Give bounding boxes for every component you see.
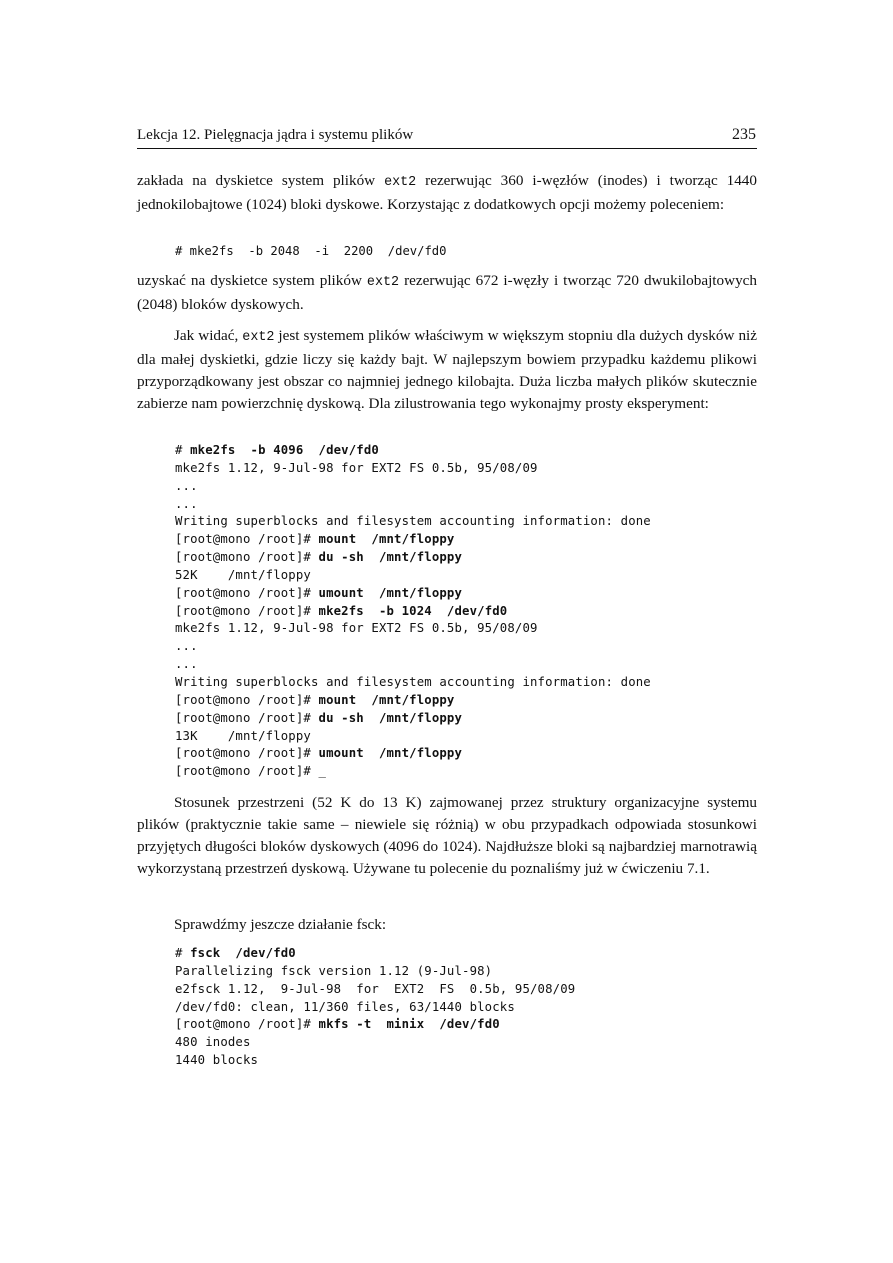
code-output: ... (175, 639, 198, 654)
text: : (381, 916, 387, 933)
text: jest systemem plików właściwym w większym stopniu dla dużych dysków niż dla małej dyskietki, gdzie liczy się każdy bajt. W najlepszym bowiem przypadku każdemu plikowi przyporządkowany jest obszar co najmniej jednego kilobajta. Duża liczba małych plików skutecznie zabierze nam powierzchnię dyskową. Dla zilustrowania tego wykonajmy prosty eksperyment: (137, 327, 757, 412)
code-output: [root@mono /root]# (175, 746, 319, 761)
code-line (175, 603, 651, 621)
inline-code: ext2 (242, 330, 275, 345)
code-line (175, 710, 651, 728)
code-output: 1440 blocks (175, 1053, 259, 1068)
code-line (175, 745, 651, 763)
code-output: [root@mono /root]# (175, 550, 319, 565)
code-line (175, 945, 575, 963)
paragraph-1 (137, 170, 757, 216)
code-command: mkfs -t minix /dev/fd0 (318, 1017, 500, 1032)
code-line (175, 585, 651, 603)
code-command: du -sh /mnt/floppy (318, 710, 463, 725)
code-command: mount /mnt/floppy (318, 532, 455, 547)
paragraph-3 (137, 325, 757, 415)
text: rezerwując 360 i-węzłów (inodes) i tworząc 1440 jednokilobajtowe (1024) bloki dyskowe. Korzystając z dodatkowych opcji możemy poleceniem: (137, 172, 757, 213)
code-command: mke2fs -b 4096 /dev/fd0 (190, 443, 379, 457)
code-line (175, 763, 651, 781)
paragraph-4 (137, 792, 757, 880)
command-text: # mke2fs -b 2048 -i 2200 /dev/fd0 (175, 244, 447, 258)
code-output: /dev/fd0: clean, 11/360 files, 63/1440 blocks (175, 999, 515, 1014)
terminal-session-1 (175, 442, 651, 781)
code-command: umount /mnt/floppy (318, 585, 463, 600)
code-output: ... (175, 657, 198, 672)
code-line (175, 531, 651, 549)
code-command: umount /mnt/floppy (318, 746, 463, 761)
code-line (175, 549, 651, 567)
code-output: [root@mono /root]# _ (175, 764, 327, 779)
code-line (175, 567, 651, 585)
code-output: [root@mono /root]# (175, 585, 319, 600)
code-line (175, 674, 651, 692)
code-line (175, 963, 575, 981)
code-output: Writing superblocks and filesystem accounting information: done (175, 674, 651, 689)
code-command: du -sh /mnt/floppy (318, 550, 463, 565)
code-output: [root@mono /root]# (175, 603, 319, 618)
code-command: fsck /dev/fd0 (190, 946, 296, 960)
code-output: # (175, 946, 191, 960)
code-command: mount /mnt/floppy (318, 692, 455, 707)
code-line (175, 638, 651, 656)
code-output: Writing superblocks and filesystem accounting information: done (175, 514, 651, 529)
code-line (175, 981, 575, 999)
code-output: [root@mono /root]# (175, 532, 319, 547)
code-output: Parallelizing fsck version 1.12 (9-Jul-98) (175, 963, 493, 978)
paragraph-2 (137, 270, 757, 316)
inline-command: fsck (356, 916, 382, 933)
text: rezerwując 672 i-węzły i tworząc 720 dwukilobajtowych (2048) bloków dyskowych. (137, 272, 758, 313)
code-output: [root@mono /root]# (175, 710, 319, 725)
code-output: [root@mono /root]# (175, 692, 319, 707)
code-line (175, 692, 651, 710)
code-line (175, 460, 651, 478)
code-output: 52K /mnt/floppy (175, 567, 311, 582)
code-line (175, 478, 651, 496)
code-line (175, 620, 651, 638)
text: Stosunek przestrzeni (52 K do 13 K) zajmowanej przez struktury organizacyjne systemu plików (praktycznie takie same – niewiele się różnią) w obu przypadkach odpowiada stosunkowi przyjętych długości bloków dyskowych (4096 do 1024). Najdłuższe bloki są najbardziej marnotrawią wykorzystaną przestrzeń dyskową. Używane tu polecenie (137, 794, 757, 877)
inline-code: ext2 (384, 175, 417, 190)
inline-command: du (491, 860, 507, 877)
paragraph-5 (137, 914, 757, 936)
command-line (175, 243, 447, 261)
text: Sprawdźmy jeszcze działanie (174, 916, 357, 933)
text: poznaliśmy już w ćwiczeniu 7.1. (506, 860, 710, 877)
code-output: e2fsck 1.12, 9-Jul-98 for EXT2 FS 0.5b, 95/08/09 (175, 981, 576, 996)
code-output: mke2fs 1.12, 9-Jul-98 for EXT2 FS 0.5b, 95/08/09 (175, 460, 538, 475)
code-output: ... (175, 496, 198, 511)
code-command: mke2fs -b 1024 /dev/fd0 (318, 603, 508, 618)
code-line (175, 496, 651, 514)
code-line (175, 1034, 575, 1052)
header-rule (137, 148, 757, 149)
page-number: 235 (732, 126, 756, 143)
code-line (175, 656, 651, 674)
inline-code: ext2 (366, 275, 400, 290)
terminal-session-2 (175, 945, 575, 1070)
code-line (175, 1052, 575, 1070)
text: zakłada na dyskietce system plików (137, 172, 385, 189)
code-line (175, 513, 651, 531)
code-output: mke2fs 1.12, 9-Jul-98 for EXT2 FS 0.5b, 95/08/09 (175, 621, 538, 636)
code-line (175, 1016, 575, 1034)
code-output: 13K /mnt/floppy (175, 728, 311, 743)
code-line (175, 999, 575, 1017)
code-line (175, 442, 651, 460)
code-output: [root@mono /root]# (175, 1017, 319, 1032)
text: uzyskać na dyskietce system plików (137, 272, 367, 289)
code-output: 480 inodes (175, 1035, 251, 1050)
code-output: ... (175, 478, 198, 493)
text: Jak widać, (174, 327, 243, 344)
chapter-title: Lekcja 12. Pielęgnacja jądra i systemu plików (137, 127, 414, 143)
code-line (175, 728, 651, 746)
code-output: # (175, 443, 191, 457)
